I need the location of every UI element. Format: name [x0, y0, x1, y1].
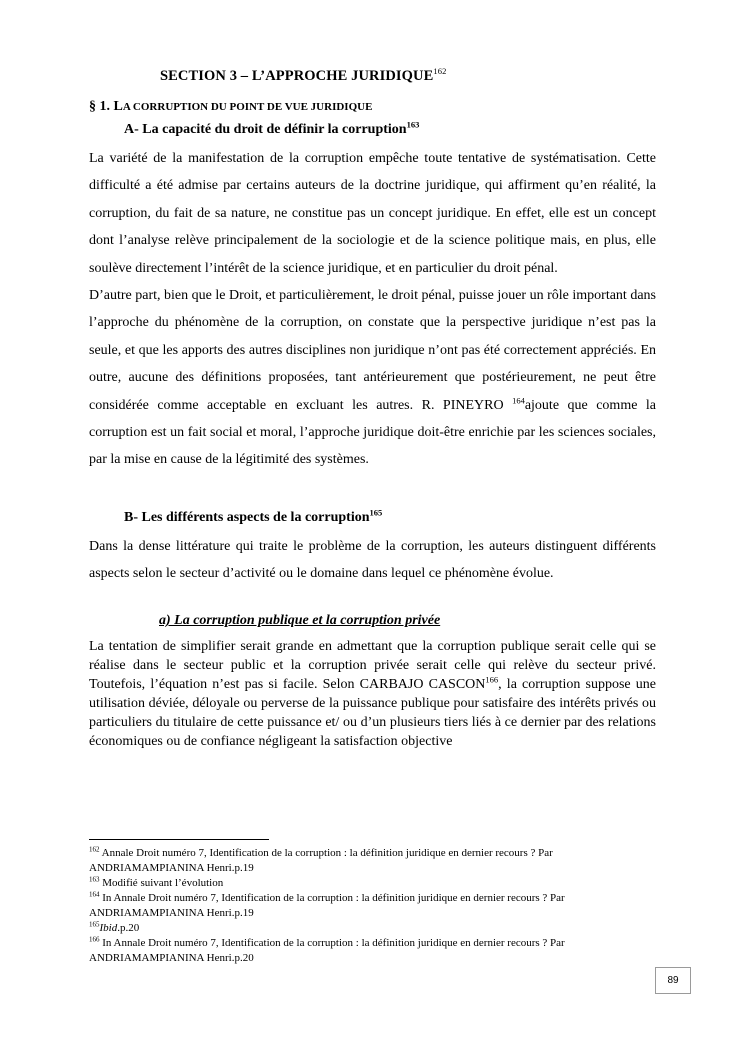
subsection-a-title: A- La capacité du droit de définir la corruption$^{163}$ — [124, 119, 420, 137]
subsection-b-a-title: a) La corruption publique et la corruption privée — [159, 613, 441, 628]
footnote-separator — [89, 839, 269, 840]
footnote-ref-164: 164 — [512, 395, 525, 405]
paragraph-title: § 1. LA CORRUPTION DU POINT DE VUE JURIDIQUE — [89, 99, 373, 114]
section-title: SECTION 3 – L’APPROCHE JURIDIQUE$^{162}$ — [160, 66, 447, 84]
footnote-ref-163: 163 — [406, 119, 420, 130]
paragraph-aspects: Dans la dense littérature qui traite le problème de la corruption, les auteurs distinguent différents aspects selon le secteur d’activité ou le domaine dans lequel ce phénomène évolue. — [89, 539, 656, 582]
footnotes — [89, 846, 656, 966]
body-text-a — [89, 145, 656, 474]
body-text-b — [89, 533, 656, 588]
footnote-ref-162: 162 — [433, 66, 447, 77]
paragraph-droit-penal: D’autre part, bien que le Droit, et particulièrement, le droit pénal, puisse jouer un rôle important dans l’approche du phénomène de la corruption, on constate que la perspective juridique n’est pas la seule, et que les apports des autres disciplines non juridique n’ont pas été correctement appréciés. En outre, aucune des définitions proposées, tant antérieurement que postérieurement, ne peut être considérée comme acceptable en excluant les autres. R. PINEYRO $^{164}$ajoute que comme la corruption est un fait social et moral, l’approche juridique doit-être enrichie par les sciences sociales, par la mise en cause de la légitimité des systèmes. — [89, 288, 657, 468]
footnote-165: $^{165}$Ibid.p.20 — [89, 920, 140, 934]
paragraph-variety: La variété de la manifestation de la corruption empêche toute tentative de systématisation. Cette difficulté a été admise par certains auteurs de la doctrine juridique, qui affirment qu’en réalité, la corruption, du fait de sa nature, ne constitue pas un concept juridique. En effet, elle est un concept dont l’analyse relève principalement de la sociologie et de la science politique mais, en plus, elle soulève directement l’intérêt de la science juridique, et en particulier du droit pénal. — [89, 151, 656, 276]
footnote-166: $^{166}$ In Annale Droit numéro 7, Identification de la corruption : la définition juridique en dernier recours ? Par ANDRIAMAMPIANINA Henri.p.20 — [89, 935, 565, 964]
body-text-c — [89, 637, 656, 751]
footnote-ref-166: 166 — [485, 674, 499, 685]
subsection-b-title: B- Les différents aspects de la corruption$^{165}$ — [124, 507, 383, 525]
page-number: 89 — [655, 967, 691, 994]
footnote-164: $^{164}$ In Annale Droit numéro 7, Identification de la corruption : la définition juridique en dernier recours ? Par ANDRIAMAMPIANINA Henri.p.19 — [89, 890, 565, 919]
footnote-163: $^{163}$ Modifié suivant l’évolution — [89, 875, 224, 889]
paragraph-public-private: La tentation de simplifier serait grande en admettant que la corruption publique serait celle qui se réalise dans le secteur public et la corruption privée serait celle qui relève du secteur privé. Toutefois, l’équation n’est pas si facile. Selon CARBAJO CASCON$^{166}$, la corruption suppose une utilisation déviée, déloyale ou perverse de la puissance publique pour satisfaire des intérêts privés ou particuliers du titulaire de cette puissance et/ ou d’un plusieurs tiers liés à ce dernier par des relations économiques ou de confiance négligeant la satisfaction objective — [89, 639, 656, 749]
footnote-ref-165: 165 — [369, 507, 383, 518]
footnote-162: $^{162}$ Annale Droit numéro 7, Identification de la corruption : la définition juridique en dernier recours ? Par ANDRIAMAMPIANINA Henri.p.19 — [89, 845, 553, 874]
